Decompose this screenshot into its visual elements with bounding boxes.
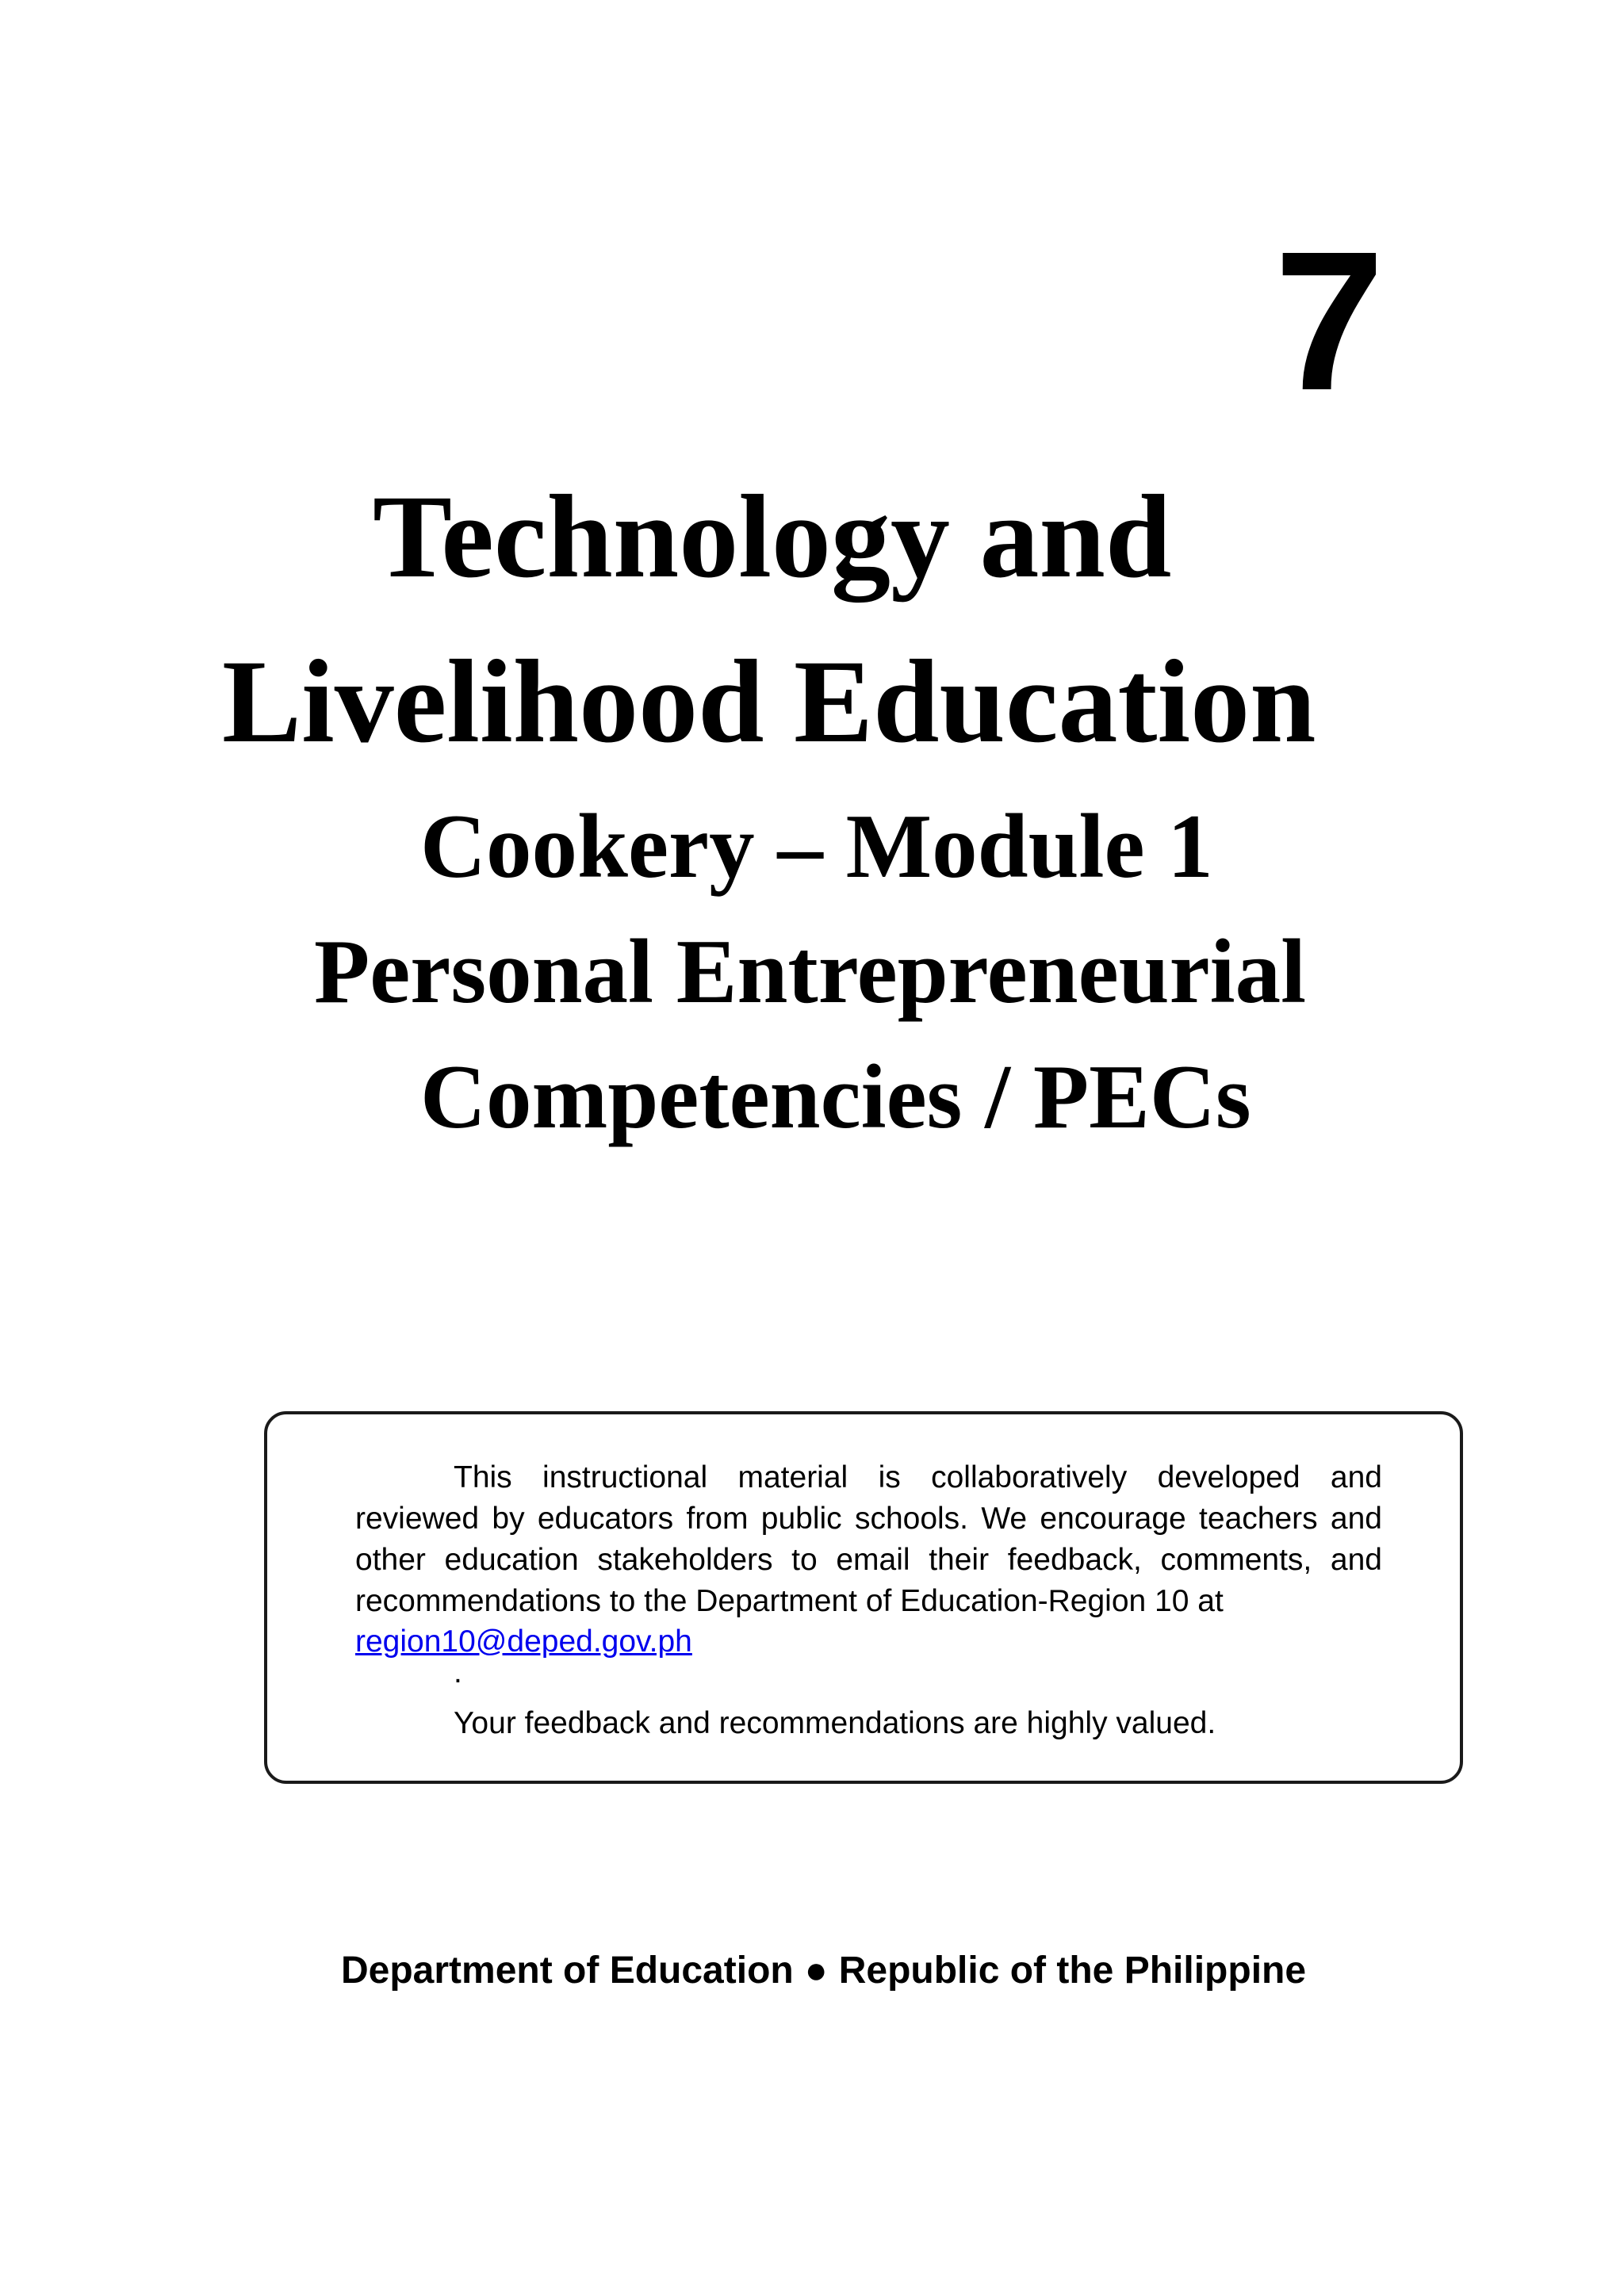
subtitle-module: Cookery – Module 1 <box>420 796 1213 897</box>
notice-period: . <box>454 1655 462 1689</box>
subtitle-topic-line-1: Personal Entrepreneurial <box>314 921 1307 1022</box>
footer-republic: Republic of the Philippine <box>838 1950 1307 1992</box>
footer-department: Department of Education <box>341 1950 794 1992</box>
footer-bullet: ● <box>804 1950 828 1992</box>
title-line-1: Technology and <box>373 471 1172 603</box>
notice-body: This instructional material is collaboratively developed and reviewed by educators from public schools. We encourage teachers and other education stakeholders to email their feedback, comments, and recommendations to the Department of Education-Region 10 at <box>355 1460 1382 1618</box>
title-line-2: Livelihood Education <box>222 636 1316 767</box>
notice-closing: Your feedback and recommendations are highly valued. <box>454 1706 1216 1740</box>
publisher-footer <box>341 1952 1306 1990</box>
notice-email-link[interactable]: region10@deped.gov.ph <box>355 1624 692 1659</box>
subtitle-topic-line-2: Competencies / PECs <box>420 1047 1251 1147</box>
grade-number: 7 <box>1274 210 1385 431</box>
